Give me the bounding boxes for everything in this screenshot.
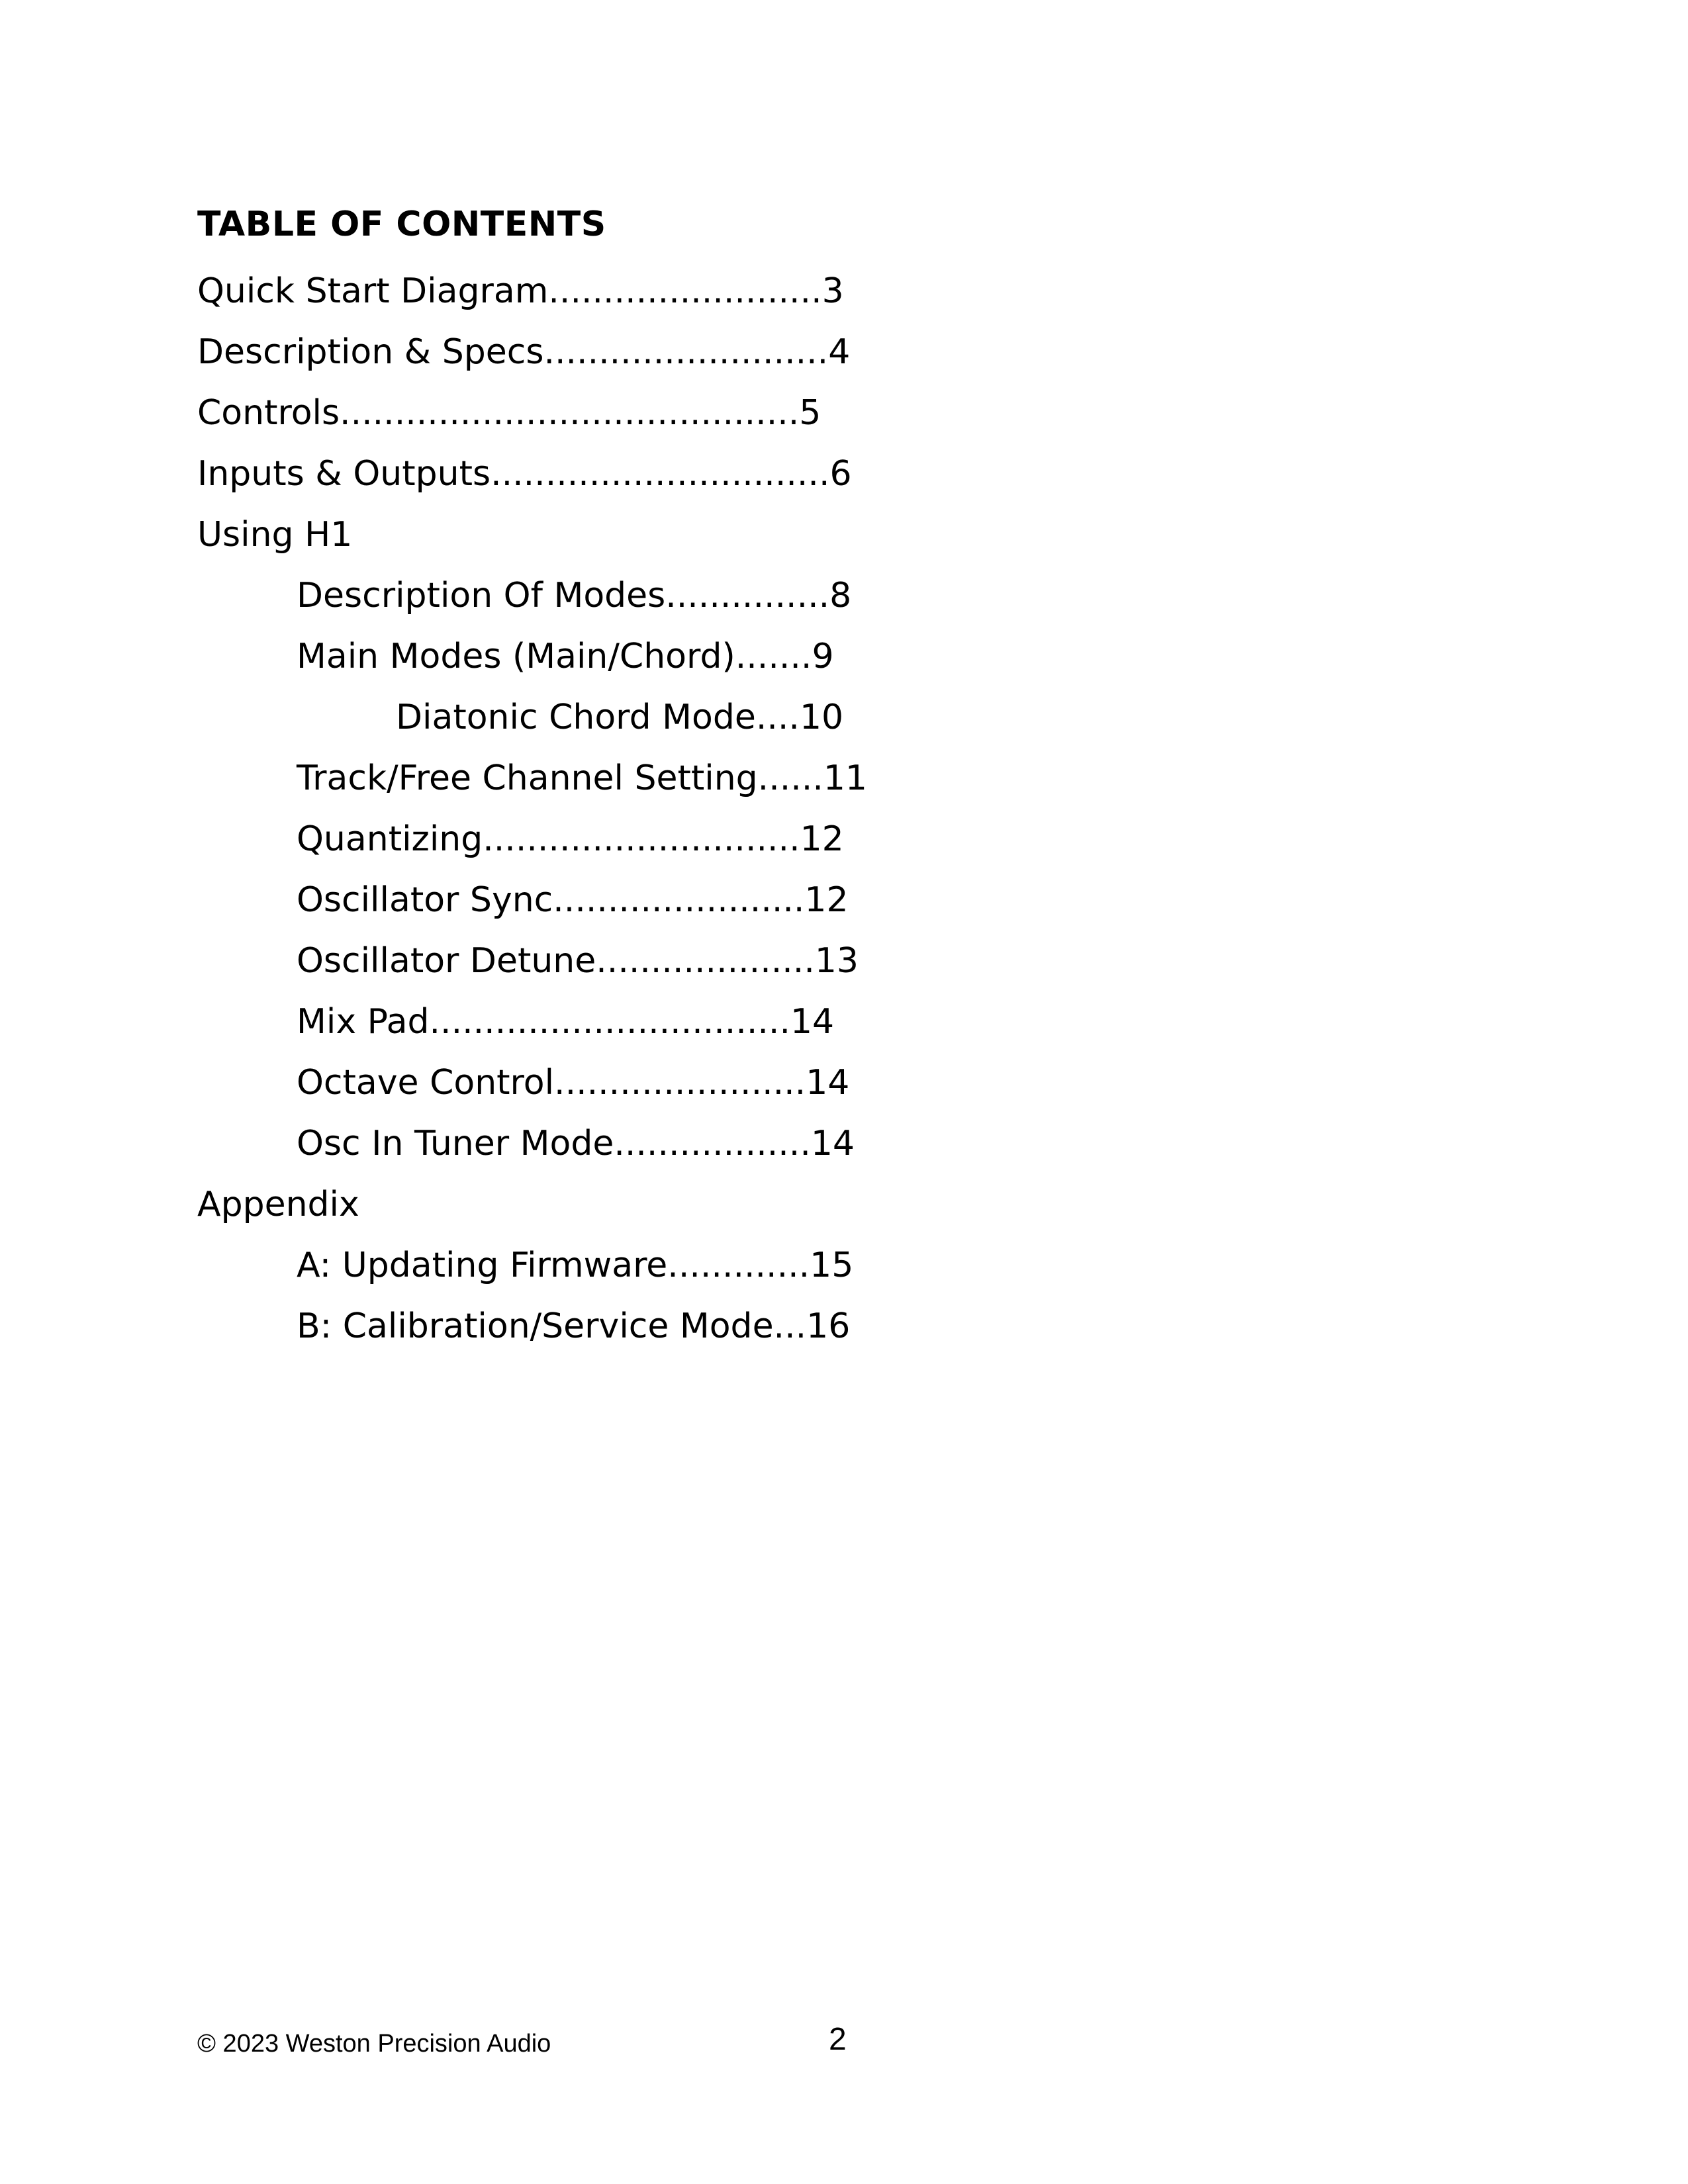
toc-entry-octave-control[interactable]: Octave Control.......................14	[297, 1063, 850, 1103]
toc-entry-inputs-outputs[interactable]: Inputs & Outputs...............................6	[197, 454, 852, 494]
toc-entry-quantizing[interactable]: Quantizing.............................12	[297, 819, 844, 859]
toc-entry-controls[interactable]: Controls..........................................5	[197, 393, 821, 433]
toc-entry-updating-firmware[interactable]: A: Updating Firmware.............15	[297, 1246, 854, 1285]
toc-entry-quick-start-diagram[interactable]: Quick Start Diagram.........................3	[197, 271, 844, 311]
toc-entry-appendix[interactable]: Appendix	[197, 1185, 359, 1224]
toc-entry-diatonic-chord-mode[interactable]: Diatonic Chord Mode....10	[396, 698, 844, 737]
page-number: 2	[829, 2022, 847, 2057]
toc-entry-description-of-modes[interactable]: Description Of Modes...............8	[297, 576, 852, 615]
toc-entry-oscillator-detune[interactable]: Oscillator Detune....................13	[297, 941, 859, 981]
toc-entry-oscillator-sync[interactable]: Oscillator Sync.......................12	[297, 880, 849, 920]
toc-entry-track-free-channel[interactable]: Track/Free Channel Setting......11	[297, 758, 868, 798]
footer-copyright: © 2023 Weston Precision Audio	[197, 2030, 551, 2058]
toc-entry-mix-pad[interactable]: Mix Pad.................................14	[297, 1002, 835, 1042]
toc-heading: TABLE OF CONTENTS	[197, 205, 606, 244]
toc-entry-description-specs[interactable]: Description & Specs..........................4	[197, 332, 851, 372]
toc-entry-osc-in-tuner-mode[interactable]: Osc In Tuner Mode..................14	[297, 1124, 855, 1163]
toc-entry-main-modes[interactable]: Main Modes (Main/Chord).......9	[297, 637, 834, 676]
toc-entry-calibration-service-mode[interactable]: B: Calibration/Service Mode...16	[297, 1306, 851, 1346]
toc-entry-using-h1[interactable]: Using H1	[197, 515, 353, 555]
